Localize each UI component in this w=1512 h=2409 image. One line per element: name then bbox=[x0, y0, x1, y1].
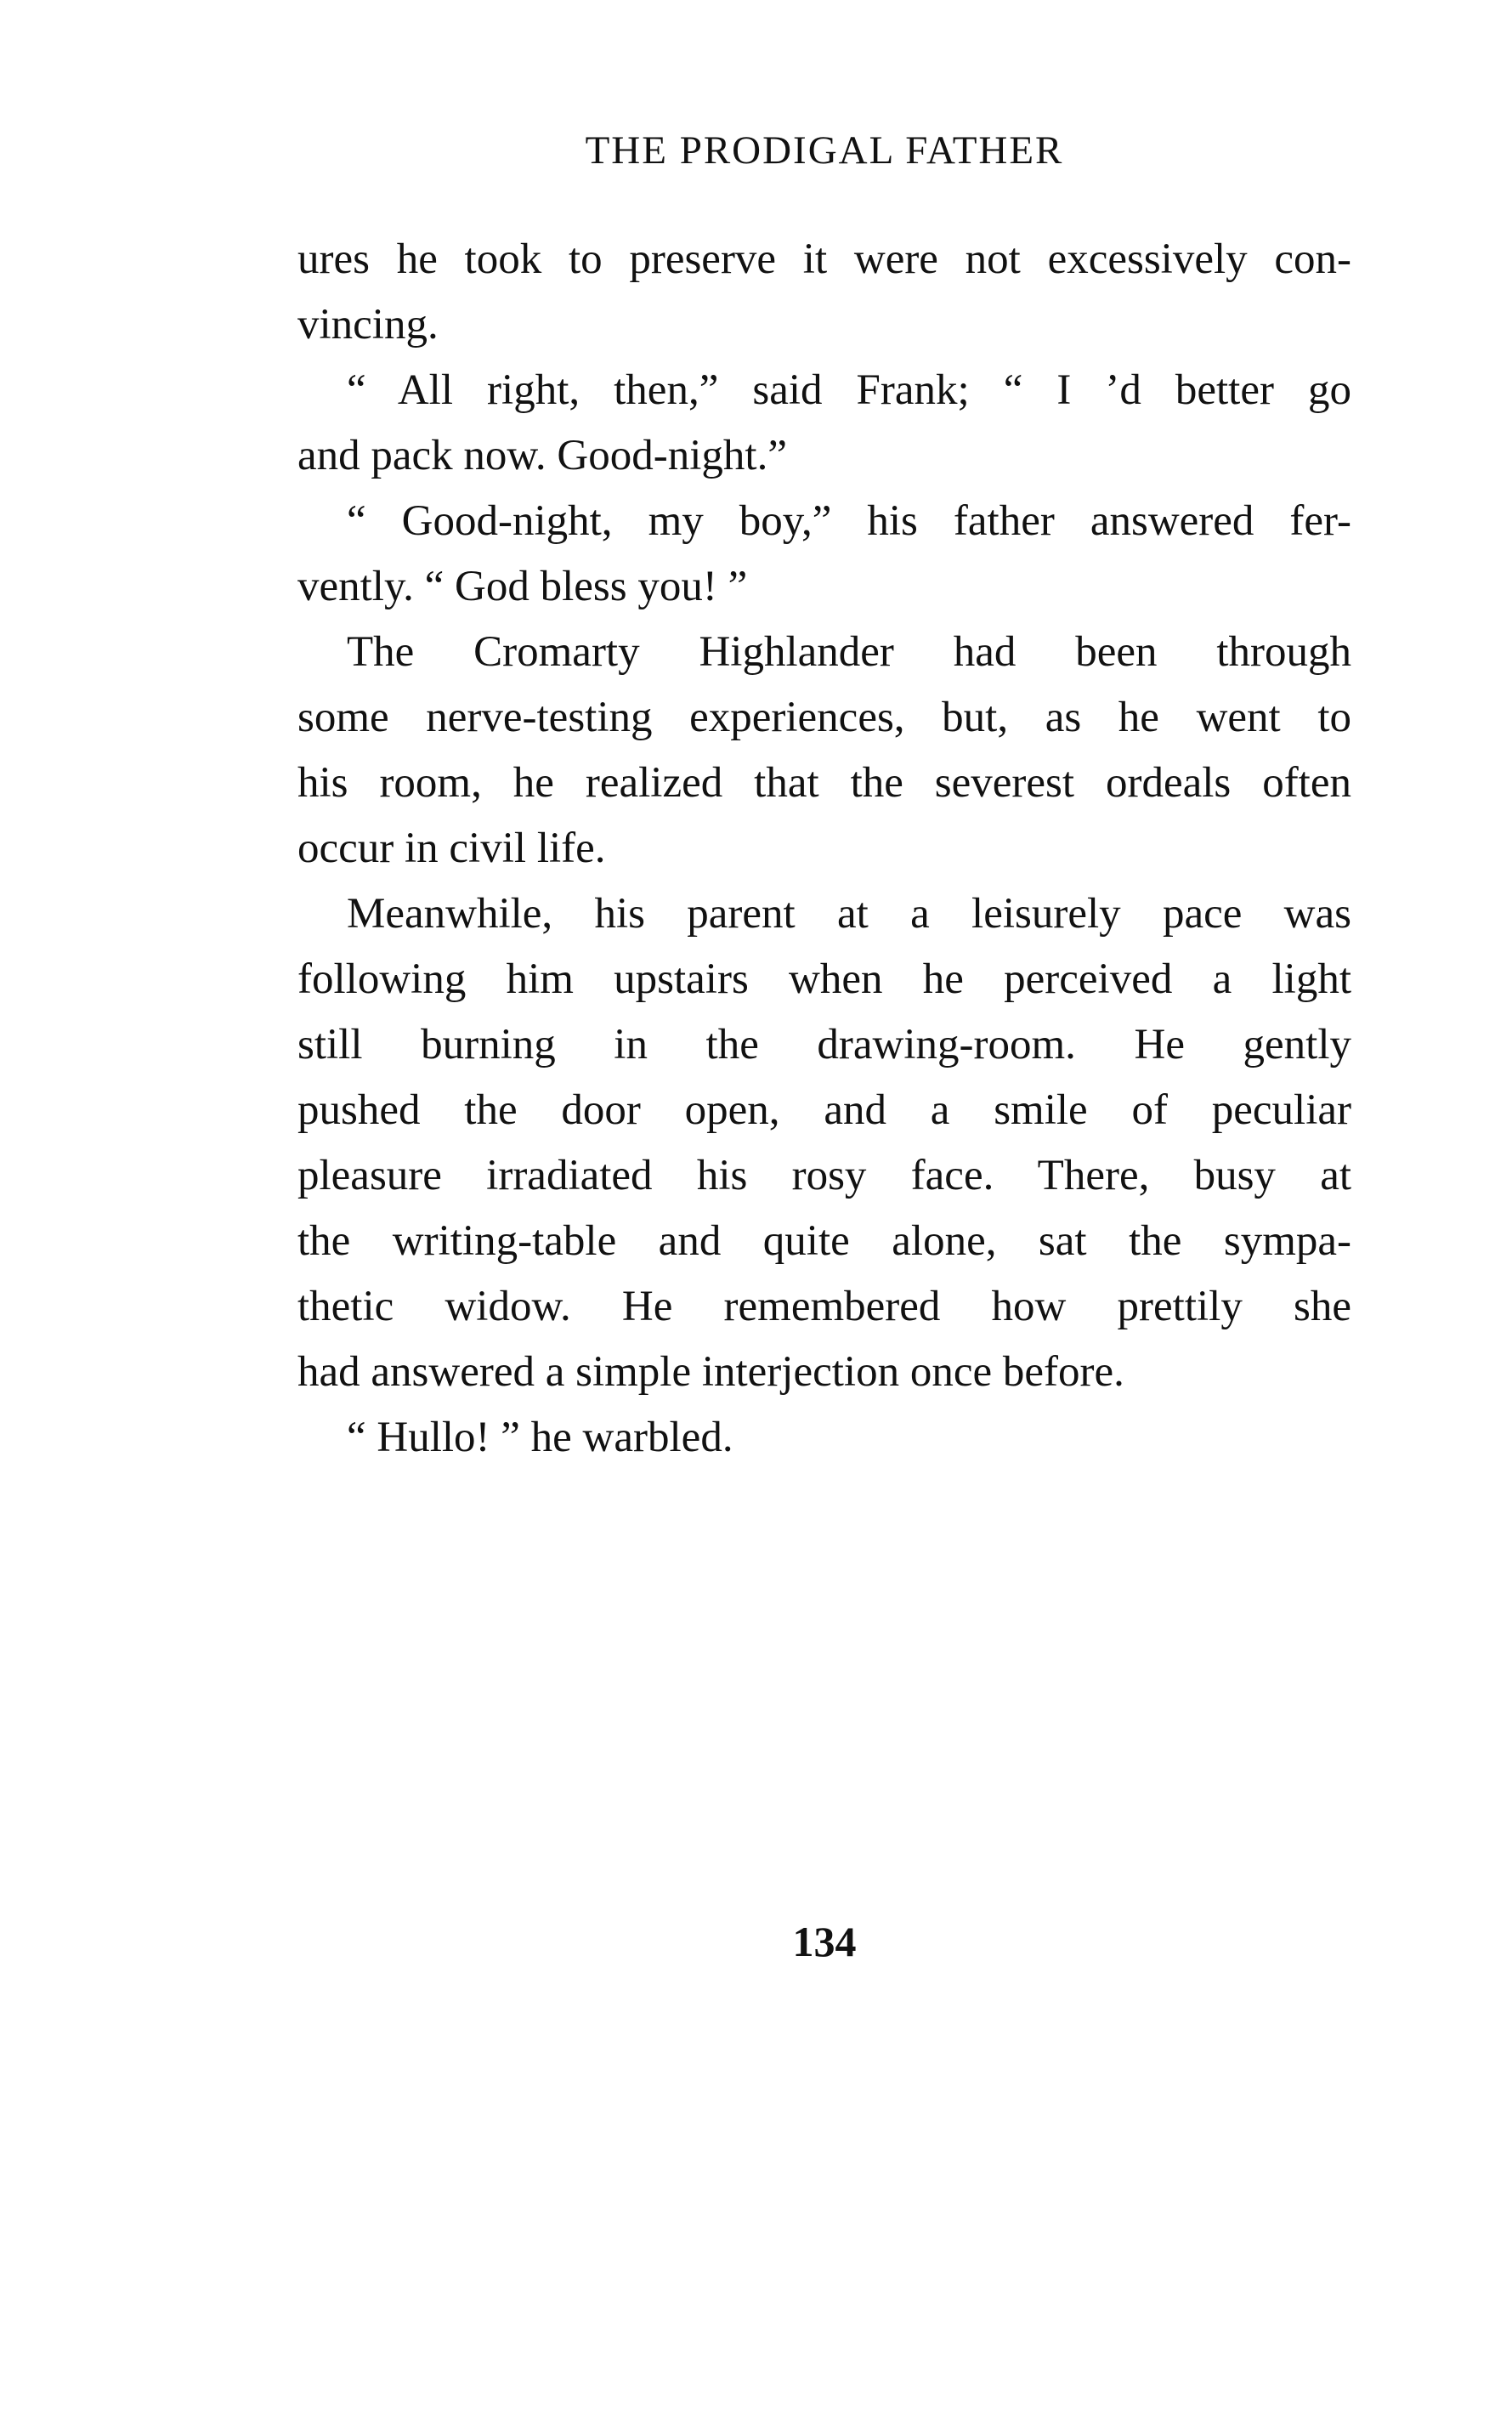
running-head: THE PRODIGAL FATHER bbox=[585, 128, 1064, 173]
text-line: had answered a simple interjection once before. bbox=[297, 1348, 1124, 1396]
body-text bbox=[297, 227, 1351, 1471]
text-line: “ Hullo! ” he warbled. bbox=[347, 1414, 733, 1461]
text-line: pushed the door open, and a smile of peculiar bbox=[297, 1086, 1351, 1134]
text-line: Meanwhile, his parent at a leisurely pace was bbox=[347, 890, 1351, 938]
text-line: pleasure irradiated his rosy face. There, busy at bbox=[297, 1152, 1351, 1199]
page-number: 134 bbox=[792, 1918, 857, 1965]
text-line: the writing-table and quite alone, sat the sympa- bbox=[297, 1217, 1351, 1265]
text-line: ures he took to preserve it were not excessively con- bbox=[297, 235, 1351, 283]
text-line: “ All right, then,” said Frank; “ I ’d better go bbox=[347, 366, 1351, 414]
text-line: occur in civil life. bbox=[297, 825, 606, 872]
text-line: The Cromarty Highlander had been through bbox=[347, 628, 1351, 676]
text-line: his room, he realized that the severest ordeals often bbox=[297, 759, 1351, 807]
text-line: “ Good-night, my boy,” his father answered fer- bbox=[347, 497, 1351, 545]
text-line: thetic widow. He remembered how prettily she bbox=[297, 1283, 1351, 1330]
text-line: some nerve-testing experiences, but, as he went to bbox=[297, 694, 1351, 741]
text-line: and pack now. Good-night.” bbox=[297, 432, 787, 479]
text-line: still burning in the drawing-room. He gently bbox=[297, 1021, 1351, 1068]
text-line: vently. “ God bless you! ” bbox=[297, 563, 748, 610]
text-line: vincing. bbox=[297, 301, 439, 349]
text-line: following him upstairs when he perceived a light bbox=[297, 955, 1351, 1003]
